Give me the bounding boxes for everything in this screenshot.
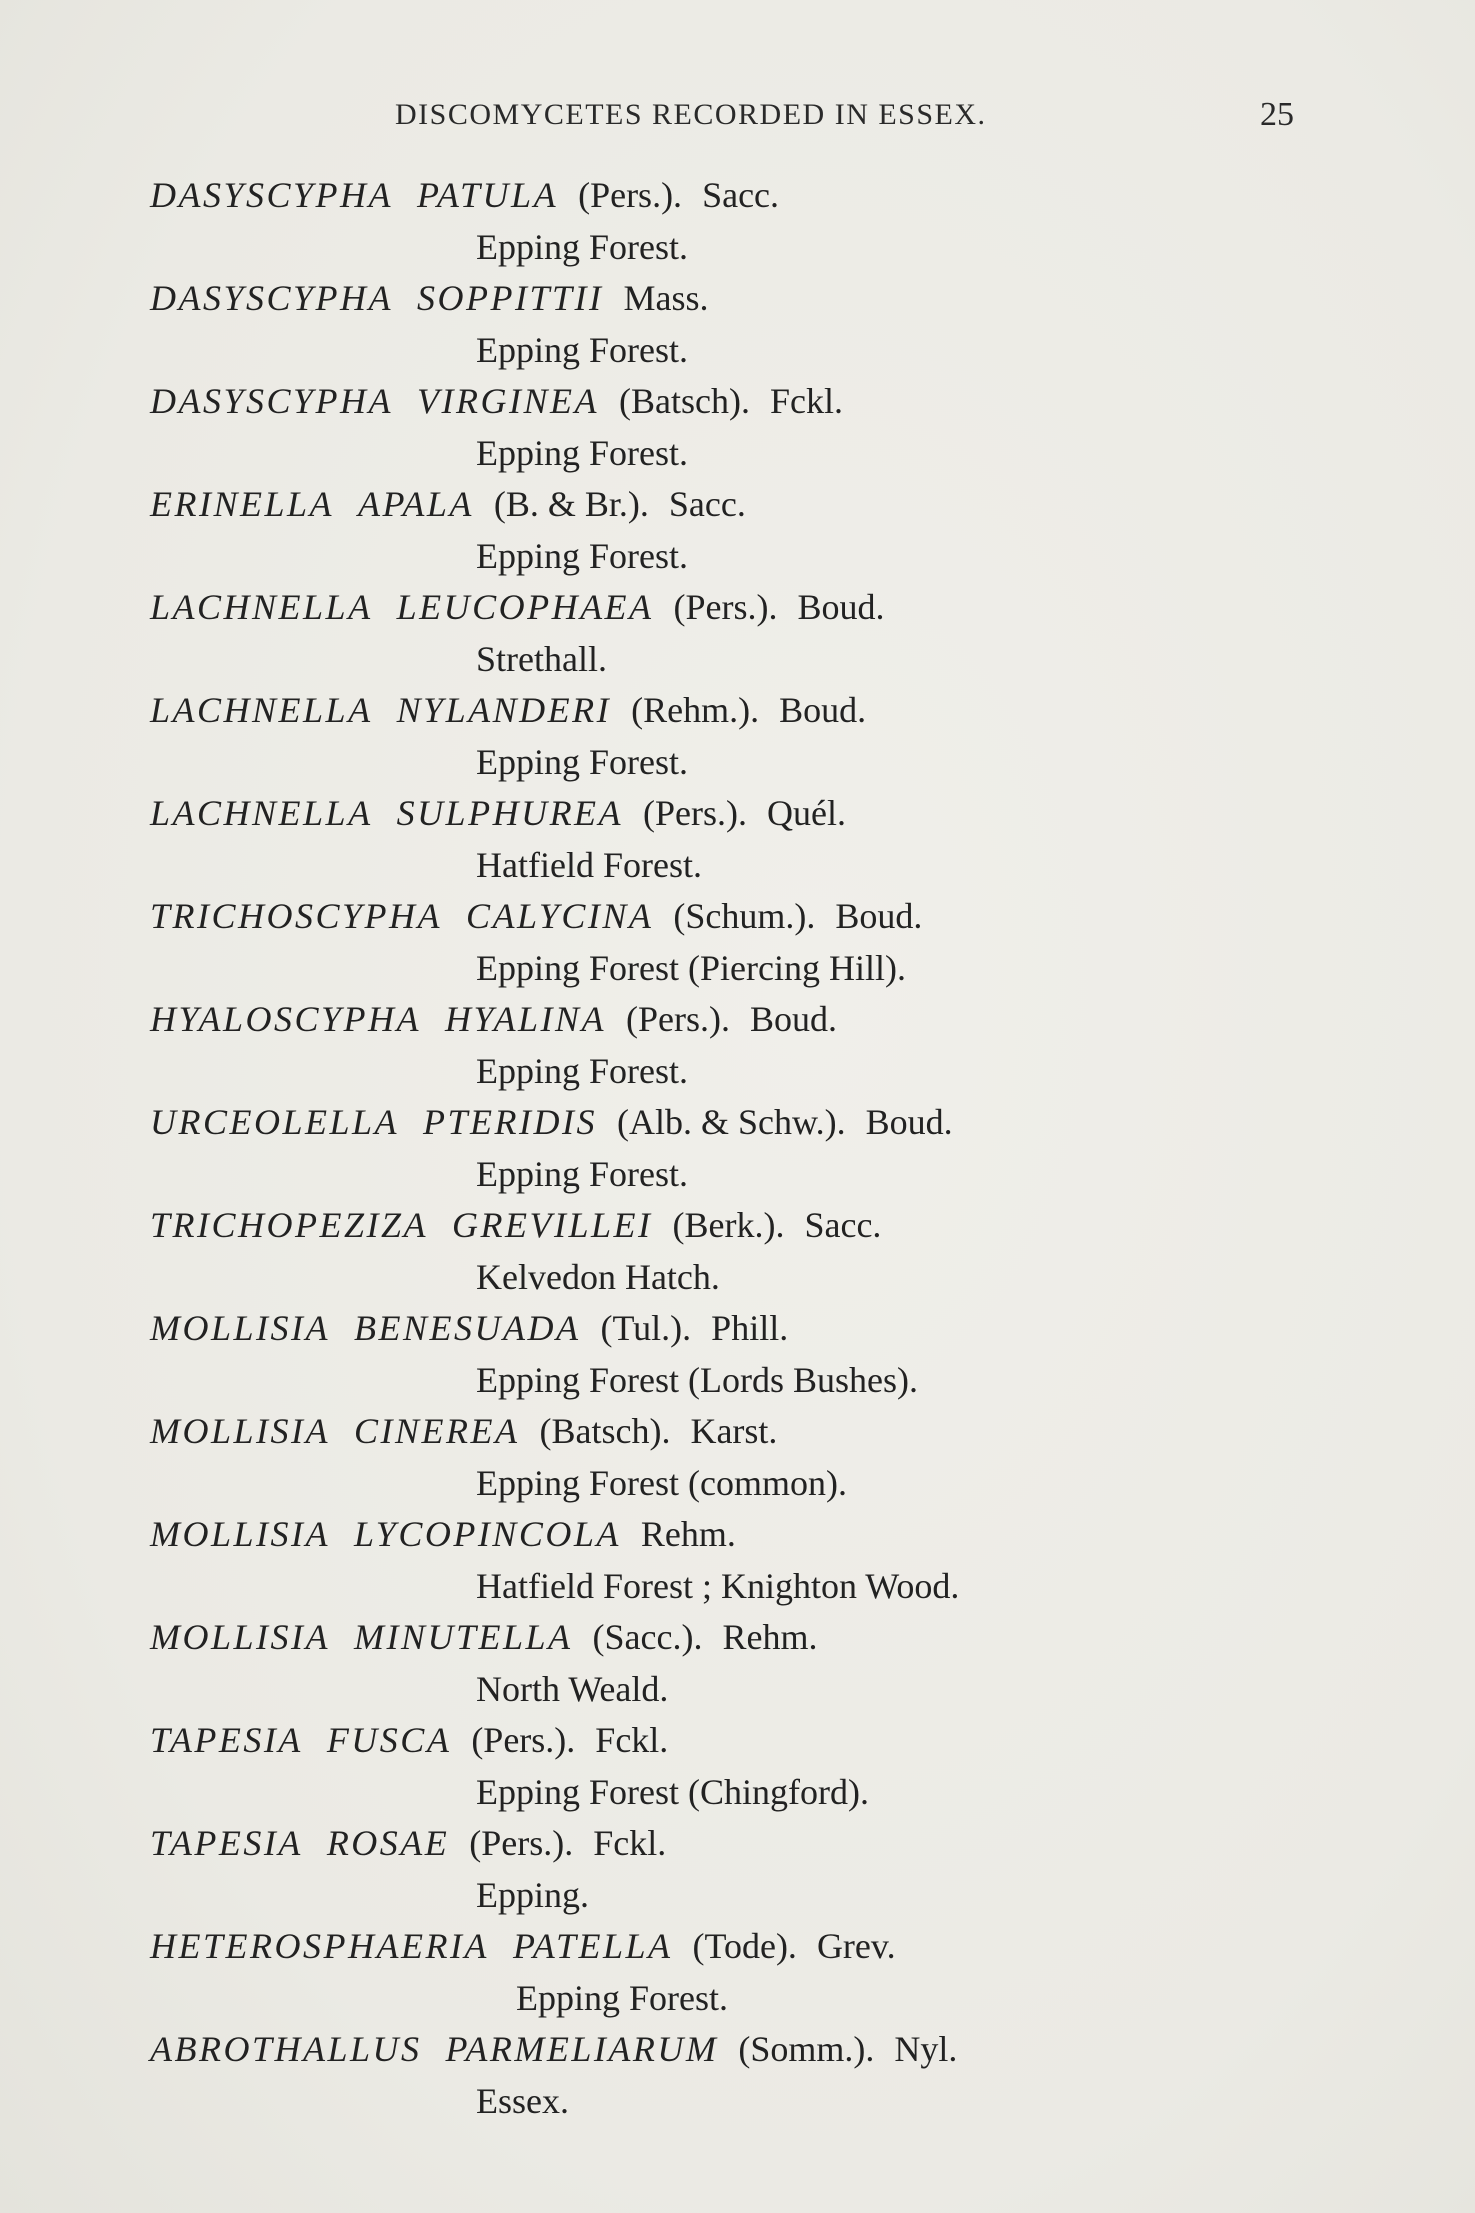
species-name-line <box>150 582 1390 634</box>
genus-name: TAPESIA <box>150 1720 303 1760</box>
species-epithet: LEUCOPHAEA <box>396 587 654 627</box>
species-epithet: CINEREA <box>354 1411 520 1451</box>
author-citation: (B. & Br.). <box>493 484 649 524</box>
genus-name: ERINELLA <box>150 484 335 524</box>
sanctioning-author: Grev. <box>816 1926 896 1966</box>
author-citation: (Alb. & Schw.). <box>617 1102 846 1142</box>
genus-name: LACHNELLA <box>150 587 373 627</box>
genus-name: ABROTHALLUS <box>150 2029 422 2069</box>
species-entry <box>150 1612 1390 1715</box>
author-citation: (Pers.). <box>643 793 748 833</box>
locality: Epping Forest. <box>476 535 688 576</box>
species-epithet: PATULA <box>417 175 559 215</box>
author-citation: (Tode). <box>692 1926 797 1966</box>
genus-name: LACHNELLA <box>150 690 373 730</box>
genus-name: HYALOSCYPHA <box>150 999 422 1039</box>
species-name-line <box>150 1303 1390 1355</box>
genus-name: MOLLISIA <box>150 1514 330 1554</box>
author-citation: (Pers.). <box>673 587 778 627</box>
sanctioning-author: Boud. <box>779 690 867 730</box>
species-name-line <box>150 1509 1390 1561</box>
species-entry <box>150 1303 1390 1406</box>
sanctioning-author: Boud. <box>797 587 885 627</box>
species-entry <box>150 582 1390 685</box>
sanctioning-author: Boud. <box>835 896 923 936</box>
locality: Kelvedon Hatch. <box>476 1256 720 1297</box>
species-entry <box>150 1921 1390 2024</box>
species-epithet: MINUTELLA <box>354 1617 573 1657</box>
species-entry <box>150 685 1390 788</box>
species-entry <box>150 2024 1390 2127</box>
author-citation: (Somm.). <box>738 2029 875 2069</box>
species-epithet: CALYCINA <box>466 896 654 936</box>
genus-name: HETEROSPHAERIA <box>150 1926 489 1966</box>
running-head: DISCOMYCETES RECORDED IN ESSEX. <box>395 98 987 131</box>
species-name-line <box>150 1612 1390 1664</box>
sanctioning-author: Rehm. <box>722 1617 818 1657</box>
species-epithet: PTERIDIS <box>423 1102 598 1142</box>
sanctioning-author: Sacc. <box>804 1205 882 1245</box>
genus-name: URCEOLELLA <box>150 1102 400 1142</box>
species-epithet: APALA <box>358 484 474 524</box>
sanctioning-author: Karst. <box>690 1411 778 1451</box>
species-epithet: SOPPITTII <box>417 278 604 318</box>
sanctioning-author: Fckl. <box>595 1720 669 1760</box>
locality: Hatfield Forest ; Knighton Wood. <box>476 1565 960 1606</box>
species-entry <box>150 1097 1390 1200</box>
locality: North Weald. <box>476 1668 669 1709</box>
species-name-line <box>150 1715 1390 1767</box>
species-name-line <box>150 1406 1390 1458</box>
author-citation: (Pers.). <box>471 1720 576 1760</box>
sanctioning-author: Phill. <box>711 1308 789 1348</box>
sanctioning-author: Sacc. <box>668 484 746 524</box>
author-citation: (Rehm.). <box>631 690 760 730</box>
species-epithet: FUSCA <box>326 1720 452 1760</box>
locality: Epping Forest. <box>476 741 688 782</box>
species-name-line <box>150 273 1390 325</box>
species-entry <box>150 1818 1390 1921</box>
species-name-line <box>150 170 1390 222</box>
locality: Epping Forest. <box>516 1977 728 2018</box>
author-citation: (Pers.). <box>578 175 683 215</box>
species-name-line <box>150 891 1390 943</box>
species-entry <box>150 788 1390 891</box>
species-entry <box>150 273 1390 376</box>
sanctioning-author: Fckl. <box>593 1823 667 1863</box>
author-citation: (Batsch). <box>618 381 750 421</box>
locality: Hatfield Forest. <box>476 844 702 885</box>
sanctioning-author: Sacc. <box>702 175 780 215</box>
author-citation: (Sacc.). <box>592 1617 703 1657</box>
locality: Essex. <box>476 2080 569 2121</box>
genus-name: LACHNELLA <box>150 793 373 833</box>
genus-name: MOLLISIA <box>150 1308 330 1348</box>
species-epithet: BENESUADA <box>354 1308 581 1348</box>
species-name-line <box>150 788 1390 840</box>
locality: Epping Forest (Lords Bushes). <box>476 1359 918 1400</box>
locality: Epping Forest. <box>476 432 688 473</box>
locality: Epping Forest. <box>476 329 688 370</box>
species-epithet: SULPHUREA <box>396 793 624 833</box>
locality: Epping. <box>476 1874 589 1915</box>
genus-name: MOLLISIA <box>150 1411 330 1451</box>
locality: Epping Forest (Piercing Hill). <box>476 947 906 988</box>
species-entry <box>150 1406 1390 1509</box>
author-citation: (Pers.). <box>469 1823 574 1863</box>
author-citation: Mass. <box>623 278 709 318</box>
genus-name: TRICHOPEZIZA <box>150 1205 429 1245</box>
species-name-line <box>150 1097 1390 1149</box>
author-citation: Rehm. <box>640 1514 736 1554</box>
species-name-line <box>150 2024 1390 2076</box>
genus-name: MOLLISIA <box>150 1617 330 1657</box>
species-entry <box>150 1509 1390 1612</box>
species-name-line <box>150 1200 1390 1252</box>
species-name-line <box>150 479 1390 531</box>
species-epithet: PATELLA <box>512 1926 673 1966</box>
locality: Epping Forest (Chingford). <box>476 1771 869 1812</box>
genus-name: TRICHOSCYPHA <box>150 896 443 936</box>
species-name-line <box>150 994 1390 1046</box>
sanctioning-author: Quél. <box>767 793 847 833</box>
sanctioning-author: Nyl. <box>894 2029 958 2069</box>
species-epithet: HYALINA <box>445 999 607 1039</box>
author-citation: (Berk.). <box>672 1205 785 1245</box>
genus-name: DASYSCYPHA <box>150 278 394 318</box>
locality: Strethall. <box>476 638 607 679</box>
species-epithet: NYLANDERI <box>396 690 612 730</box>
species-name-line <box>150 376 1390 428</box>
species-entry <box>150 170 1390 273</box>
species-entry <box>150 994 1390 1097</box>
species-name-line <box>150 1818 1390 1870</box>
species-name-line <box>150 685 1390 737</box>
genus-name: DASYSCYPHA <box>150 381 394 421</box>
species-entry <box>150 1715 1390 1818</box>
author-citation: (Schum.). <box>673 896 816 936</box>
locality: Epping Forest. <box>476 1050 688 1091</box>
genus-name: TAPESIA <box>150 1823 303 1863</box>
locality: Epping Forest. <box>476 1153 688 1194</box>
species-epithet: LYCOPINCOLA <box>354 1514 621 1554</box>
species-name-line <box>150 1921 1390 1973</box>
genus-name: DASYSCYPHA <box>150 175 394 215</box>
species-entry <box>150 1200 1390 1303</box>
species-entry <box>150 376 1390 479</box>
species-epithet: GREVILLEI <box>452 1205 653 1245</box>
author-citation: (Batsch). <box>539 1411 671 1451</box>
locality: Epping Forest. <box>476 226 688 267</box>
species-entry <box>150 891 1390 994</box>
species-epithet: VIRGINEA <box>417 381 599 421</box>
author-citation: (Tul.). <box>600 1308 692 1348</box>
page-number: 25 <box>1260 96 1294 133</box>
sanctioning-author: Fckl. <box>769 381 843 421</box>
locality: Epping Forest (common). <box>476 1462 847 1503</box>
sanctioning-author: Boud. <box>750 999 838 1039</box>
species-entry <box>150 479 1390 582</box>
species-list <box>150 170 1390 2127</box>
species-epithet: ROSAE <box>326 1823 450 1863</box>
author-citation: (Pers.). <box>626 999 731 1039</box>
species-epithet: PARMELIARUM <box>445 2029 719 2069</box>
sanctioning-author: Boud. <box>865 1102 953 1142</box>
